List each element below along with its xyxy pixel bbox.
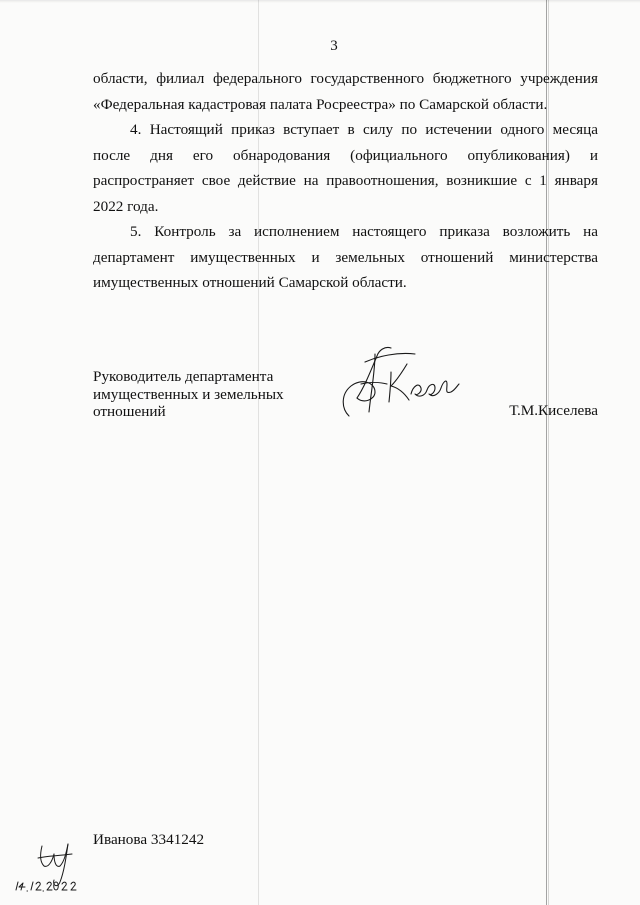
signatory-position-line: Руководитель департамента xyxy=(93,368,274,385)
executor-contact: Иванова 3341242 xyxy=(93,831,205,848)
signatory-position xyxy=(93,368,313,421)
paragraph-continuation: области, филиал федерального государственного бюджетного учреждения «Федеральная кадастровая палата Росреестра» по Самарской области. xyxy=(93,70,598,113)
page-number: 3 xyxy=(330,38,338,54)
paragraph-item-5: 5. Контроль за исполнением настоящего приказа возложить на департамент имущественных и земельных отношений министерства имущественных отношений Самарской области. xyxy=(93,223,598,291)
signatory-name: Т.М.Киселева xyxy=(509,402,598,419)
signatory-position-line: имущественных и земельных xyxy=(93,385,284,403)
handwritten-initials-date xyxy=(10,832,95,900)
document-body xyxy=(93,66,598,296)
scan-artifact-top xyxy=(0,0,640,3)
paragraph-item-4: 4. Настоящий приказ вступает в силу по истечении одного месяца после дня его обнародования (официального опубликования) и распространяет свое действие на правоотношения, возникшие с 1 января 2022 года. xyxy=(93,121,598,215)
handwritten-signature xyxy=(335,342,465,422)
signatory-position-line: отношений xyxy=(93,403,166,420)
signature-block xyxy=(93,368,598,428)
